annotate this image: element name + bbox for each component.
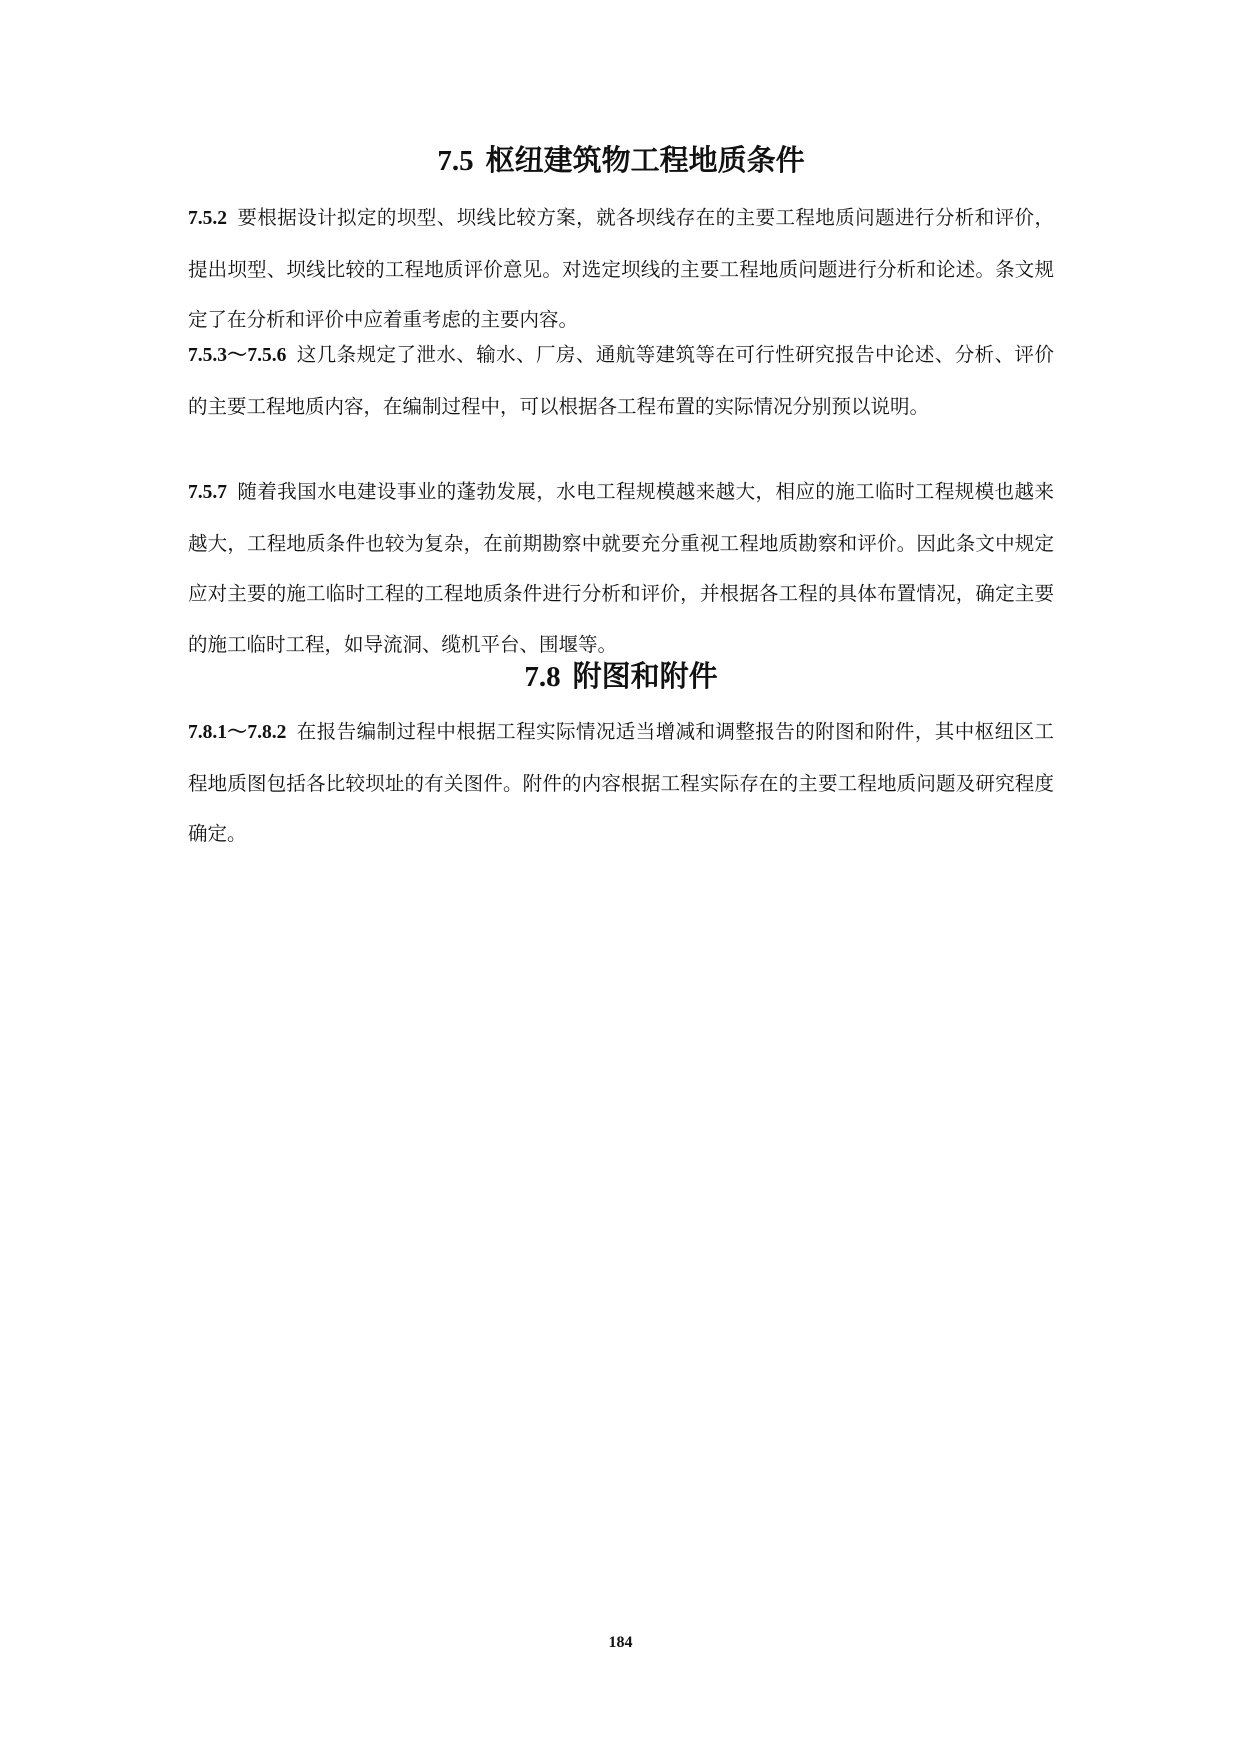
clause-7-5-3-to-7-5-6 <box>188 330 1054 432</box>
clause-id: 7.5.3～7.5.6 <box>188 345 287 366</box>
clause-7-5-2 <box>188 193 1054 346</box>
page-number: 184 <box>608 1634 633 1651</box>
clause-7-8-1-to-7-8-2 <box>188 707 1054 860</box>
clause-id: 7.5.2 <box>188 208 227 229</box>
clause-text: 要根据设计拟定的坝型、坝线比较方案，就各坝线存在的主要工程地质问题进行分析和评价，提出坝型、坝线比较的工程地质评价意见。对选定坝线的主要工程地质问题进行分析和论述。条文规定了在分析和评价中应着重考虑的主要内容。 <box>188 206 1054 331</box>
clause-id: 7.8.1～7.8.2 <box>188 722 287 743</box>
section-heading-7-5 <box>188 140 1054 181</box>
clause-7-5-7 <box>188 467 1054 670</box>
section-heading-7-8 <box>188 656 1054 697</box>
section-number: 7.8 <box>524 661 561 693</box>
clause-text: 随着我国水电建设事业的蓬勃发展，水电工程规模越来越大，相应的施工临时工程规模也越来越大，工程地质条件也较为复杂，在前期勘察中就要充分重视工程地质勘察和评价。因此条文中规定应对主要的施工临时工程的工程地质条件进行分析和评价，并根据各工程的具体布置情况，确定主要的施工临时工程，如导流洞、缆机平台、围堰等。 <box>188 480 1054 656</box>
clause-id: 7.5.7 <box>188 482 227 503</box>
section-number: 7.5 <box>437 145 474 177</box>
clause-text: 在报告编制过程中根据工程实际情况适当增减和调整报告的附图和附件，其中枢纽区工程地质图包括各比较坝址的有关图件。附件的内容根据工程实际存在的主要工程地质问题及研究程度确定。 <box>188 720 1054 845</box>
section-title: 枢纽建筑物工程地质条件 <box>485 143 805 177</box>
clause-text: 这几条规定了泄水、输水、厂房、通航等建筑等在可行性研究报告中论述、分析、评价的主要工程地质内容，在编制过程中，可以根据各工程布置的实际情况分别预以说明。 <box>188 343 1054 418</box>
section-title: 附图和附件 <box>572 659 718 693</box>
